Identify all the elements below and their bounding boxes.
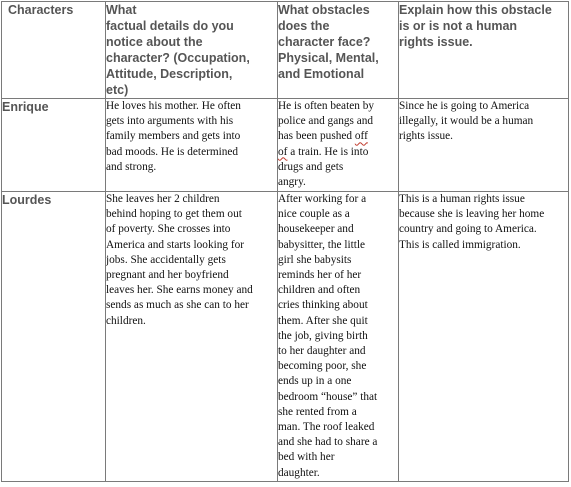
header-human-rights: Explain how this obstacle is or is not a human rights issue. xyxy=(399,2,569,99)
lourdes-human-rights: This is a human rights issue because she is leaving her home country and going to America. This is called immigration. xyxy=(399,192,569,482)
header-obstacles: What obstacles does the character face? Physical, Mental, and Emotional xyxy=(278,2,399,99)
spellcheck-marker: off xyxy=(354,130,368,143)
header-factual-details: What factual details do you notice about the character? (Occupation, Attitude, Description, etc) xyxy=(106,2,278,99)
enrique-obstacles: He is often beaten by police and gangs and has been pushed off of a train. He is into drugs and gets angry. xyxy=(278,99,399,192)
character-analysis-table xyxy=(1,1,569,482)
enrique-human-rights: Since he is going to America illegally, it would be a human rights issue. xyxy=(399,99,569,192)
header-characters: Characters xyxy=(2,2,106,99)
lourdes-obstacles: After working for a nice couple as a housekeeper and babysitter, the little girl she babysits reminds her of her children and often cries thinking about them. After she quit the job, giving birth to her daughter and becoming poor, she ends up in a one bedroom “house” that she rented from a man. The roof leaked and she had to share a bed with her daughter. xyxy=(278,192,399,482)
spellcheck-marker: of xyxy=(278,145,288,158)
enrique-details: He loves his mother. He often gets into arguments with his family members and gets into bad moods. He is determined and strong. xyxy=(106,99,278,192)
character-name-enrique: Enrique xyxy=(2,99,106,192)
lourdes-details: She leaves her 2 children behind hoping to get them out of poverty. She crosses into America and starts looking for jobs. She accidentally gets pregnant and her boyfriend leaves her. She earns money and sends as much as she can to her children. xyxy=(106,192,278,482)
table-row xyxy=(2,192,569,482)
header-row xyxy=(2,2,569,99)
table-row xyxy=(2,99,569,192)
character-name-lourdes: Lourdes xyxy=(2,192,106,482)
